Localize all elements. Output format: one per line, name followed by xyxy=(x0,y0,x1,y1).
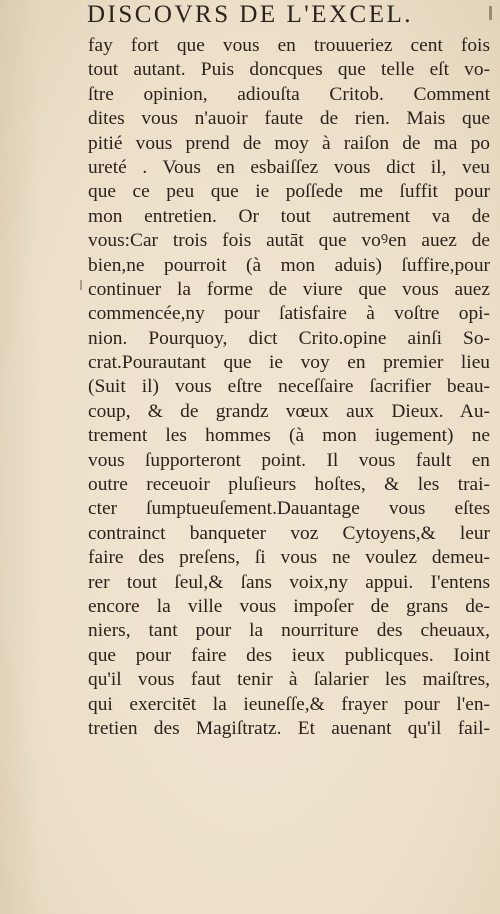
text-line: contrainct banqueter voz Cytoyens,& leur xyxy=(88,522,490,544)
text-line: pitié vous prend de moy à raiſon de ma po xyxy=(88,132,490,154)
text-line: tout autant. Puis doncques que telle eſt vo- xyxy=(88,59,490,81)
text-line: ſtre opinion, adiouſta Critob. Comment xyxy=(88,83,490,105)
text-line: vous ſupporteront point. Il vous fault en xyxy=(88,449,490,471)
body-text xyxy=(88,34,490,741)
text-line: qu'il vous faut tenir à ſalarier les maiſtres, xyxy=(88,669,490,691)
text-line: trement les hommes (à mon iugement) ne xyxy=(88,425,490,447)
running-head: DISCOVRS DE L'EXCEL. xyxy=(86,1,414,28)
text-line: faire des preſens, ſi vous ne voulez demeu- xyxy=(88,547,490,569)
text-line: continuer la forme de viure que vous auez xyxy=(88,278,490,300)
text-line: ureté . Vous en esbaiſſez vous dict il, veu xyxy=(88,156,490,178)
text-line: rer tout ſeul,& ſans voix,ny appui. I'entens xyxy=(88,571,490,593)
text-line: commencée,ny pour ſatisfaire à voſtre opi- xyxy=(88,303,490,325)
text-line: vous:Car trois fois autāt que voꝰen auez de xyxy=(88,230,490,252)
text-line: que ce peu que ie poſſede me ſuffit pour xyxy=(88,181,490,203)
text-line: que pour faire des ieux publicques. Ioint xyxy=(88,644,490,666)
text-line: coup, & de grandz vœux aux Dieux. Au- xyxy=(88,400,490,422)
text-line: (Suit il) vous eſtre neceſſaire ſacrifier beau- xyxy=(88,376,490,398)
margin-ink-mark xyxy=(80,280,82,290)
page-corner-mark xyxy=(489,6,492,20)
text-line: dites vous n'auoir faute de rien. Mais que xyxy=(88,108,490,130)
text-line: crat.Pourautant que ie voy en premier lieu xyxy=(88,352,490,374)
text-line: bien,ne pourroit (à mon aduis) ſuffire,pour xyxy=(88,254,490,276)
text-line: cter ſumptueuſement.Dauantage vous eſtes xyxy=(88,498,490,520)
text-line: encore la ville vous impoſer de grans de- xyxy=(88,595,490,617)
text-line: niers, tant pour la nourriture des cheuaux, xyxy=(88,620,490,642)
text-line: outre receuoir pluſieurs hoſtes, & les trai- xyxy=(88,474,490,496)
text-line: fay fort que vous en trouueriez cent fois xyxy=(88,35,490,56)
text-line: mon entretien. Or tout autrement va de xyxy=(88,205,490,227)
text-line: tretien des Magiſtratz. Et auenant qu'il fail- xyxy=(88,717,490,739)
text-line: nion. Pourquoy, dict Crito.opine ainſi So- xyxy=(88,327,490,349)
text-line: qui exercitēt la ieuneſſe,& frayer pour l'en- xyxy=(88,693,490,715)
